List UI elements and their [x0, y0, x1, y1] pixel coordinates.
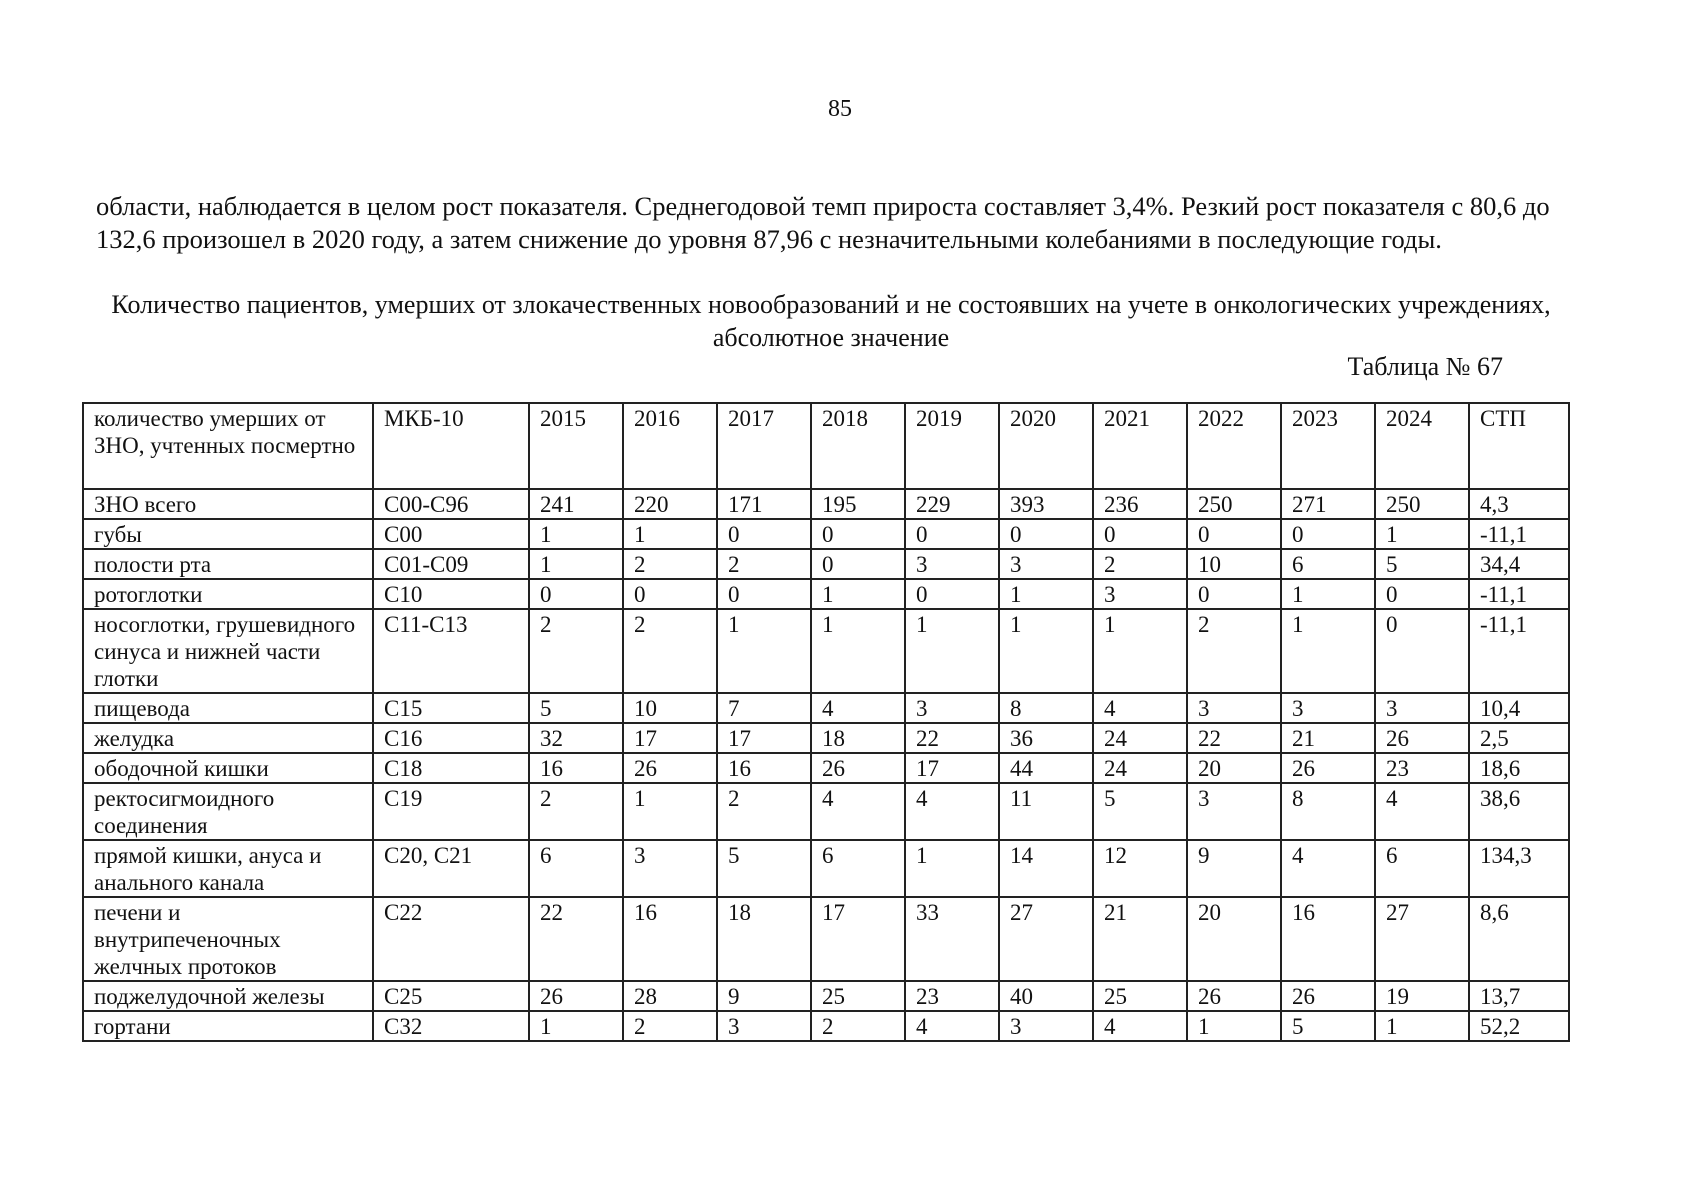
page-number: 85 [828, 96, 852, 122]
value-cell: 22 [905, 723, 999, 753]
value-cell: 3 [999, 1011, 1093, 1041]
value-cell: 24 [1093, 723, 1187, 753]
value-cell: 0 [623, 579, 717, 609]
icd-code-cell: С18 [373, 753, 529, 783]
value-cell: 3 [999, 549, 1093, 579]
table-header-row [83, 403, 1569, 489]
row-label-cell: поджелудочной железы [83, 981, 373, 1011]
row-label-cell: губы [83, 519, 373, 549]
value-cell: 0 [811, 549, 905, 579]
value-cell: 22 [529, 897, 623, 981]
value-cell: 11 [999, 783, 1093, 840]
value-cell: 0 [717, 519, 811, 549]
value-cell: 23 [905, 981, 999, 1011]
value-cell: 0 [1281, 519, 1375, 549]
table-row [83, 723, 1569, 753]
value-cell: 3 [1281, 693, 1375, 723]
row-label-cell: ЗНО всего [83, 489, 373, 519]
value-cell: 4 [1093, 693, 1187, 723]
value-cell: -11,1 [1469, 609, 1569, 693]
value-cell: 0 [1187, 519, 1281, 549]
table-row [83, 1011, 1569, 1041]
table-row [83, 981, 1569, 1011]
value-cell: 25 [811, 981, 905, 1011]
header-cell: количество умерших от ЗНО, учтенных посмертно [83, 403, 373, 489]
value-cell: 23 [1375, 753, 1469, 783]
value-cell: 1 [1093, 609, 1187, 693]
value-cell: 1 [1375, 1011, 1469, 1041]
value-cell: 0 [1187, 579, 1281, 609]
table-row [83, 783, 1569, 840]
table-body [83, 403, 1569, 1041]
value-cell: 229 [905, 489, 999, 519]
value-cell: 4 [1281, 840, 1375, 897]
value-cell: 2 [623, 1011, 717, 1041]
value-cell: 1 [1281, 609, 1375, 693]
icd-code-cell: С16 [373, 723, 529, 753]
header-cell: 2018 [811, 403, 905, 489]
value-cell: 18 [811, 723, 905, 753]
value-cell: 0 [905, 519, 999, 549]
value-cell: 3 [717, 1011, 811, 1041]
value-cell: 1 [717, 609, 811, 693]
value-cell: 10 [1187, 549, 1281, 579]
value-cell: 171 [717, 489, 811, 519]
value-cell: 5 [1281, 1011, 1375, 1041]
value-cell: 0 [905, 579, 999, 609]
value-cell: 1 [1281, 579, 1375, 609]
value-cell: 6 [529, 840, 623, 897]
value-cell: 220 [623, 489, 717, 519]
value-cell: 3 [623, 840, 717, 897]
value-cell: 134,3 [1469, 840, 1569, 897]
value-cell: 25 [1093, 981, 1187, 1011]
value-cell: 5 [1375, 549, 1469, 579]
value-cell: 236 [1093, 489, 1187, 519]
value-cell: 13,7 [1469, 981, 1569, 1011]
value-cell: 28 [623, 981, 717, 1011]
value-cell: 2 [1093, 549, 1187, 579]
value-cell: 8,6 [1469, 897, 1569, 981]
table-row [83, 753, 1569, 783]
value-cell: 250 [1187, 489, 1281, 519]
table-row [83, 519, 1569, 549]
value-cell: 4 [905, 1011, 999, 1041]
value-cell: 1 [905, 840, 999, 897]
value-cell: 4 [1093, 1011, 1187, 1041]
value-cell: 393 [999, 489, 1093, 519]
header-cell: 2015 [529, 403, 623, 489]
value-cell: 17 [811, 897, 905, 981]
value-cell: 1 [623, 519, 717, 549]
value-cell: 34,4 [1469, 549, 1569, 579]
value-cell: 27 [999, 897, 1093, 981]
value-cell: 2 [1187, 609, 1281, 693]
value-cell: 2 [811, 1011, 905, 1041]
value-cell: 36 [999, 723, 1093, 753]
value-cell: 26 [1281, 753, 1375, 783]
row-label-cell: ректосигмоидного соединения [83, 783, 373, 840]
header-cell: 2017 [717, 403, 811, 489]
value-cell: 1 [1375, 519, 1469, 549]
value-cell: 26 [623, 753, 717, 783]
value-cell: 1 [529, 1011, 623, 1041]
header-cell: 2023 [1281, 403, 1375, 489]
icd-code-cell: С15 [373, 693, 529, 723]
value-cell: 26 [1187, 981, 1281, 1011]
value-cell: 17 [905, 753, 999, 783]
row-label-cell: печени и внутрипеченочных желчных протоков [83, 897, 373, 981]
value-cell: 3 [1187, 783, 1281, 840]
header-cell: 2019 [905, 403, 999, 489]
value-cell: -11,1 [1469, 519, 1569, 549]
value-cell: 52,2 [1469, 1011, 1569, 1041]
value-cell: 4,3 [1469, 489, 1569, 519]
row-label-cell: ободочной кишки [83, 753, 373, 783]
value-cell: 2 [623, 609, 717, 693]
value-cell: 17 [717, 723, 811, 753]
value-cell: 6 [811, 840, 905, 897]
value-cell: 16 [529, 753, 623, 783]
value-cell: 5 [717, 840, 811, 897]
value-cell: -11,1 [1469, 579, 1569, 609]
value-cell: 3 [905, 693, 999, 723]
value-cell: 32 [529, 723, 623, 753]
table-row [83, 549, 1569, 579]
value-cell: 16 [717, 753, 811, 783]
value-cell: 5 [529, 693, 623, 723]
table-row [83, 897, 1569, 981]
value-cell: 1 [811, 609, 905, 693]
value-cell: 24 [1093, 753, 1187, 783]
value-cell: 10,4 [1469, 693, 1569, 723]
icd-code-cell: С10 [373, 579, 529, 609]
value-cell: 4 [811, 693, 905, 723]
value-cell: 4 [1375, 783, 1469, 840]
value-cell: 26 [1375, 723, 1469, 753]
value-cell: 0 [811, 519, 905, 549]
value-cell: 3 [1187, 693, 1281, 723]
row-label-cell: ротоглотки [83, 579, 373, 609]
value-cell: 2 [529, 609, 623, 693]
icd-code-cell: С00 [373, 519, 529, 549]
value-cell: 0 [1375, 579, 1469, 609]
value-cell: 3 [1375, 693, 1469, 723]
icd-code-cell: С19 [373, 783, 529, 840]
icd-code-cell: С00-С96 [373, 489, 529, 519]
value-cell: 271 [1281, 489, 1375, 519]
value-cell: 4 [905, 783, 999, 840]
value-cell: 40 [999, 981, 1093, 1011]
value-cell: 17 [623, 723, 717, 753]
header-cell: 2024 [1375, 403, 1469, 489]
table-row [83, 489, 1569, 519]
value-cell: 3 [1093, 579, 1187, 609]
value-cell: 33 [905, 897, 999, 981]
value-cell: 6 [1375, 840, 1469, 897]
table-title: Количество пациентов, умерших от злокачественных новообразований и не состоявших на учете в онкологических учреждениях, абсолютное значение [111, 290, 1551, 352]
value-cell: 26 [811, 753, 905, 783]
row-label-cell: носоглотки, грушевидного синуса и нижней части глотки [83, 609, 373, 693]
value-cell: 2,5 [1469, 723, 1569, 753]
value-cell: 21 [1093, 897, 1187, 981]
value-cell: 7 [717, 693, 811, 723]
header-cell: 2016 [623, 403, 717, 489]
value-cell: 2 [717, 549, 811, 579]
value-cell: 2 [623, 549, 717, 579]
value-cell: 3 [905, 549, 999, 579]
value-cell: 9 [717, 981, 811, 1011]
value-cell: 26 [529, 981, 623, 1011]
icd-code-cell: С20, С21 [373, 840, 529, 897]
value-cell: 1 [999, 609, 1093, 693]
value-cell: 195 [811, 489, 905, 519]
value-cell: 0 [717, 579, 811, 609]
value-cell: 0 [1375, 609, 1469, 693]
row-label-cell: желудка [83, 723, 373, 753]
value-cell: 0 [529, 579, 623, 609]
value-cell: 19 [1375, 981, 1469, 1011]
value-cell: 8 [999, 693, 1093, 723]
row-label-cell: пищевода [83, 693, 373, 723]
icd-code-cell: С32 [373, 1011, 529, 1041]
icd-code-cell: С25 [373, 981, 529, 1011]
row-label-cell: прямой кишки, ануса и анального канала [83, 840, 373, 897]
icd-code-cell: С22 [373, 897, 529, 981]
value-cell: 16 [623, 897, 717, 981]
table-number: Таблица № 67 [1347, 352, 1503, 381]
value-cell: 241 [529, 489, 623, 519]
value-cell: 4 [811, 783, 905, 840]
value-cell: 250 [1375, 489, 1469, 519]
value-cell: 16 [1281, 897, 1375, 981]
value-cell: 38,6 [1469, 783, 1569, 840]
table-row [83, 609, 1569, 693]
value-cell: 1 [529, 519, 623, 549]
table-row [83, 840, 1569, 897]
value-cell: 18 [717, 897, 811, 981]
value-cell: 22 [1187, 723, 1281, 753]
value-cell: 12 [1093, 840, 1187, 897]
value-cell: 26 [1281, 981, 1375, 1011]
value-cell: 1 [811, 579, 905, 609]
value-cell: 20 [1187, 897, 1281, 981]
header-cell: МКБ-10 [373, 403, 529, 489]
value-cell: 1 [999, 579, 1093, 609]
table-row [83, 693, 1569, 723]
value-cell: 44 [999, 753, 1093, 783]
value-cell: 1 [529, 549, 623, 579]
value-cell: 14 [999, 840, 1093, 897]
value-cell: 2 [717, 783, 811, 840]
value-cell: 1 [623, 783, 717, 840]
value-cell: 2 [529, 783, 623, 840]
header-cell: 2021 [1093, 403, 1187, 489]
icd-code-cell: С01-С09 [373, 549, 529, 579]
value-cell: 0 [1093, 519, 1187, 549]
value-cell: 6 [1281, 549, 1375, 579]
row-label-cell: гортани [83, 1011, 373, 1041]
value-cell: 27 [1375, 897, 1469, 981]
value-cell: 20 [1187, 753, 1281, 783]
value-cell: 0 [999, 519, 1093, 549]
value-cell: 5 [1093, 783, 1187, 840]
intro-paragraph: области, наблюдается в целом рост показателя. Среднегодовой темп прироста составляет 3,4%. Резкий рост показателя с 80,6 до 132,6 произошел в 2020 году, а затем снижение до уровня 87,96 с незначительными колебаниями в последующие годы. [96, 191, 1550, 254]
value-cell: 18,6 [1469, 753, 1569, 783]
value-cell: 1 [1187, 1011, 1281, 1041]
value-cell: 9 [1187, 840, 1281, 897]
value-cell: 21 [1281, 723, 1375, 753]
header-cell: 2022 [1187, 403, 1281, 489]
value-cell: 8 [1281, 783, 1375, 840]
header-cell: 2020 [999, 403, 1093, 489]
icd-code-cell: С11-С13 [373, 609, 529, 693]
data-table [82, 402, 1570, 1042]
row-label-cell: полости рта [83, 549, 373, 579]
table-row [83, 579, 1569, 609]
value-cell: 1 [905, 609, 999, 693]
header-cell: СТП [1469, 403, 1569, 489]
value-cell: 10 [623, 693, 717, 723]
